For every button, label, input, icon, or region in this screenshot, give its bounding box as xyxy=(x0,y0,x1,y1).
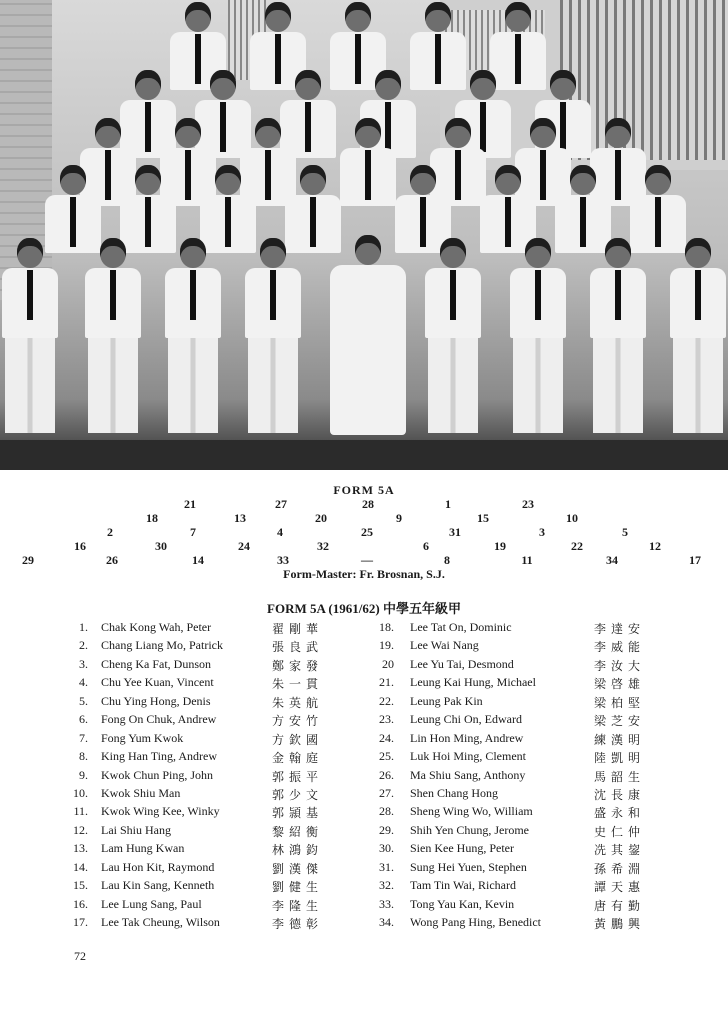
student-chinese-name: 劉漢傑 xyxy=(272,861,324,876)
student-name: Sheng Wing Wo, William xyxy=(410,804,533,819)
student-chinese-name: 梁芝安 xyxy=(594,714,646,729)
list-number: 5. xyxy=(79,693,88,708)
key-number: 28 xyxy=(362,497,374,511)
student-name: Fong Yum Kwok xyxy=(101,730,184,745)
key-number: — xyxy=(361,553,373,567)
student-name: Lai Shiu Hang xyxy=(101,822,171,837)
key-number: 29 xyxy=(22,553,34,567)
class-photo xyxy=(0,0,728,470)
student-name: Lee Lung Sang, Paul xyxy=(101,896,202,911)
floor xyxy=(0,440,728,470)
list-title: FORM 5A (1961/62) 中學五年級甲 xyxy=(267,601,461,616)
list-number: 30. xyxy=(379,841,394,856)
list-number: 15. xyxy=(73,878,88,893)
student-figure xyxy=(425,238,481,433)
student-name: Kwok Shiu Man xyxy=(101,785,181,800)
student-chinese-name: 黎紹衡 xyxy=(272,824,324,839)
key-number: 24 xyxy=(238,539,250,553)
student-name: Chu Yee Kuan, Vincent xyxy=(101,675,214,690)
student-chinese-name: 馬韶生 xyxy=(594,769,646,784)
key-number: 4 xyxy=(277,525,283,539)
student-chinese-name: 陸凱明 xyxy=(594,751,646,766)
list-number: 21. xyxy=(379,675,394,690)
key-number: 23 xyxy=(522,497,534,511)
student-chinese-name: 李汝大 xyxy=(594,658,646,673)
student-chinese-name: 翟剛華 xyxy=(272,622,324,636)
list-number: 33. xyxy=(379,896,394,911)
student-figure xyxy=(2,238,58,433)
student-chinese-name: 張良武 xyxy=(272,640,324,655)
student-figure xyxy=(85,238,141,433)
key-number: 12 xyxy=(649,539,661,553)
key-number: 26 xyxy=(106,553,118,567)
page-number: 72 xyxy=(74,949,86,963)
student-chinese-name: 鄭家發 xyxy=(272,658,324,673)
student-figure xyxy=(510,238,566,433)
key-number: 27 xyxy=(275,497,287,511)
student-chinese-name: 李達安 xyxy=(594,622,646,636)
student-name: Ma Shiu Sang, Anthony xyxy=(410,767,526,782)
student-name: Chu Ying Hong, Denis xyxy=(101,693,211,708)
list-number: 11. xyxy=(73,804,88,819)
student-chinese-name: 練漢明 xyxy=(594,732,646,747)
key-number: 14 xyxy=(192,553,204,567)
key-number: 9 xyxy=(396,511,402,525)
student-chinese-name: 方安竹 xyxy=(272,714,324,729)
list-number: 1. xyxy=(79,620,88,634)
student-name: Lau Kin Sang, Kenneth xyxy=(101,878,215,893)
student-name: Lam Hung Kwan xyxy=(101,841,185,856)
list-number: 19. xyxy=(379,638,394,653)
student-name: Lee Yu Tai, Desmond xyxy=(410,656,514,671)
list-number: 32. xyxy=(379,878,394,893)
student-name: Shih Yen Chung, Jerome xyxy=(410,822,530,837)
key-number: 15 xyxy=(477,511,489,525)
student-chinese-name: 郭振平 xyxy=(272,769,324,784)
student-chinese-name: 李威能 xyxy=(594,640,646,655)
student-name: King Han Ting, Andrew xyxy=(101,749,218,764)
student-chinese-name: 郭頴基 xyxy=(272,806,324,821)
student-chinese-name: 沈長康 xyxy=(594,787,646,802)
student-chinese-name: 盛永和 xyxy=(594,806,646,821)
student-chinese-name: 唐有勤 xyxy=(594,898,646,913)
student-chinese-name: 林鴻鈞 xyxy=(272,843,324,858)
student-name: Wong Pang Hing, Benedict xyxy=(410,915,542,929)
list-number: 8. xyxy=(79,749,88,764)
student-chinese-name: 朱英航 xyxy=(272,695,324,710)
list-number: 28. xyxy=(379,804,394,819)
student-name: Leung Kai Hung, Michael xyxy=(410,675,536,690)
key-number: 7 xyxy=(190,525,196,539)
student-figure xyxy=(165,238,221,433)
student-name: Chang Liang Mo, Patrick xyxy=(101,638,223,653)
list-number: 9. xyxy=(79,767,88,782)
student-figure xyxy=(670,238,726,433)
list-number: 2. xyxy=(79,638,88,653)
key-number: 19 xyxy=(494,539,506,553)
key-number: 31 xyxy=(449,525,461,539)
student-name: Tong Yau Kan, Kevin xyxy=(410,896,515,911)
list-number: 7. xyxy=(79,730,88,745)
student-name: Fong On Chuk, Andrew xyxy=(101,712,217,727)
list-number: 31. xyxy=(379,859,394,874)
key-number: 16 xyxy=(74,539,86,553)
student-chinese-name: 史仁仲 xyxy=(594,824,646,839)
student-name: Luk Hoi Ming, Clement xyxy=(410,749,526,764)
list-number: 17. xyxy=(73,915,88,929)
key-number: 3 xyxy=(539,525,545,539)
student-chinese-name: 方欽國 xyxy=(272,732,324,747)
list-number: 20 xyxy=(382,656,394,671)
key-number: 6 xyxy=(423,539,429,553)
key-number: 25 xyxy=(361,525,373,539)
key-number: 30 xyxy=(155,539,167,553)
key-number: 18 xyxy=(146,511,158,525)
student-name: Lin Hon Ming, Andrew xyxy=(410,730,524,745)
list-number: 3. xyxy=(79,656,88,671)
student-name: Lau Hon Kit, Raymond xyxy=(101,859,215,874)
key-number: 8 xyxy=(444,553,450,567)
key-number: 5 xyxy=(622,525,628,539)
list-number: 13. xyxy=(73,841,88,856)
student-chinese-name: 冼其鋆 xyxy=(594,843,646,858)
key-number: 13 xyxy=(234,511,246,525)
key-title: FORM 5A xyxy=(333,483,395,497)
list-number: 23. xyxy=(379,712,394,727)
list-number: 24. xyxy=(379,730,394,745)
list-number: 4. xyxy=(79,675,88,690)
list-number: 29. xyxy=(379,822,394,837)
student-chinese-name: 梁柏堅 xyxy=(594,695,646,710)
list-number: 10. xyxy=(73,785,88,800)
key-number: 20 xyxy=(315,511,327,525)
list-number: 18. xyxy=(379,620,394,634)
student-chinese-name: 劉健生 xyxy=(272,880,324,895)
student-name: Leung Chi On, Edward xyxy=(410,712,522,727)
student-chinese-name: 譚天惠 xyxy=(594,880,646,895)
key-number: 33 xyxy=(277,553,289,567)
student-figure xyxy=(245,238,301,433)
key-number: 10 xyxy=(566,511,578,525)
form-master-figure xyxy=(340,235,396,435)
student-name: Chak Kong Wah, Peter xyxy=(101,620,212,634)
student-name: Lee Tak Cheung, Wilson xyxy=(101,915,220,929)
student-name: Sien Kee Hung, Peter xyxy=(410,841,514,856)
key-number: 21 xyxy=(184,497,196,511)
student-name: Tam Tin Wai, Richard xyxy=(410,878,516,893)
key-number: 17 xyxy=(689,553,701,567)
student-name: Lee Wai Nang xyxy=(410,638,479,653)
student-name: Sung Hei Yuen, Stephen xyxy=(410,859,527,874)
student-chinese-name: 郭少文 xyxy=(272,787,324,802)
list-number: 26. xyxy=(379,767,394,782)
list-number: 27. xyxy=(379,785,394,800)
student-name: Kwok Wing Kee, Winky xyxy=(101,804,220,819)
key-number: 1 xyxy=(445,497,451,511)
student-name: Leung Pak Kin xyxy=(410,693,483,708)
student-name: Cheng Ka Fat, Dunson xyxy=(101,656,211,671)
list-number: 6. xyxy=(79,712,88,727)
student-chinese-name: 梁啓雄 xyxy=(594,677,646,692)
key-number: 34 xyxy=(606,553,618,567)
list-number: 22. xyxy=(379,693,394,708)
list-number: 25. xyxy=(379,749,394,764)
student-name: Lee Tat On, Dominic xyxy=(410,620,512,634)
list-number: 14. xyxy=(73,859,88,874)
form-master: Form-Master: Fr. Brosnan, S.J. xyxy=(283,567,445,581)
key-number: 2 xyxy=(107,525,113,539)
student-chinese-name: 李隆生 xyxy=(272,898,324,913)
student-name: Kwok Chun Ping, John xyxy=(101,767,214,782)
list-number: 16. xyxy=(73,896,88,911)
student-chinese-name: 朱一貫 xyxy=(272,677,324,692)
student-chinese-name: 金翰庭 xyxy=(272,751,324,766)
key-number: 11 xyxy=(521,553,533,567)
list-number: 34. xyxy=(379,915,394,929)
student-name: Shen Chang Hong xyxy=(410,785,498,800)
student-chinese-name: 李德彰 xyxy=(272,917,324,931)
student-chinese-name: 孫希淵 xyxy=(594,861,646,876)
student-chinese-name: 黃鵬興 xyxy=(594,917,646,931)
key-number: 32 xyxy=(317,539,329,553)
student-figure xyxy=(340,118,396,206)
student-figure xyxy=(590,238,646,433)
key-number: 22 xyxy=(571,539,583,553)
list-number: 12. xyxy=(73,822,88,837)
